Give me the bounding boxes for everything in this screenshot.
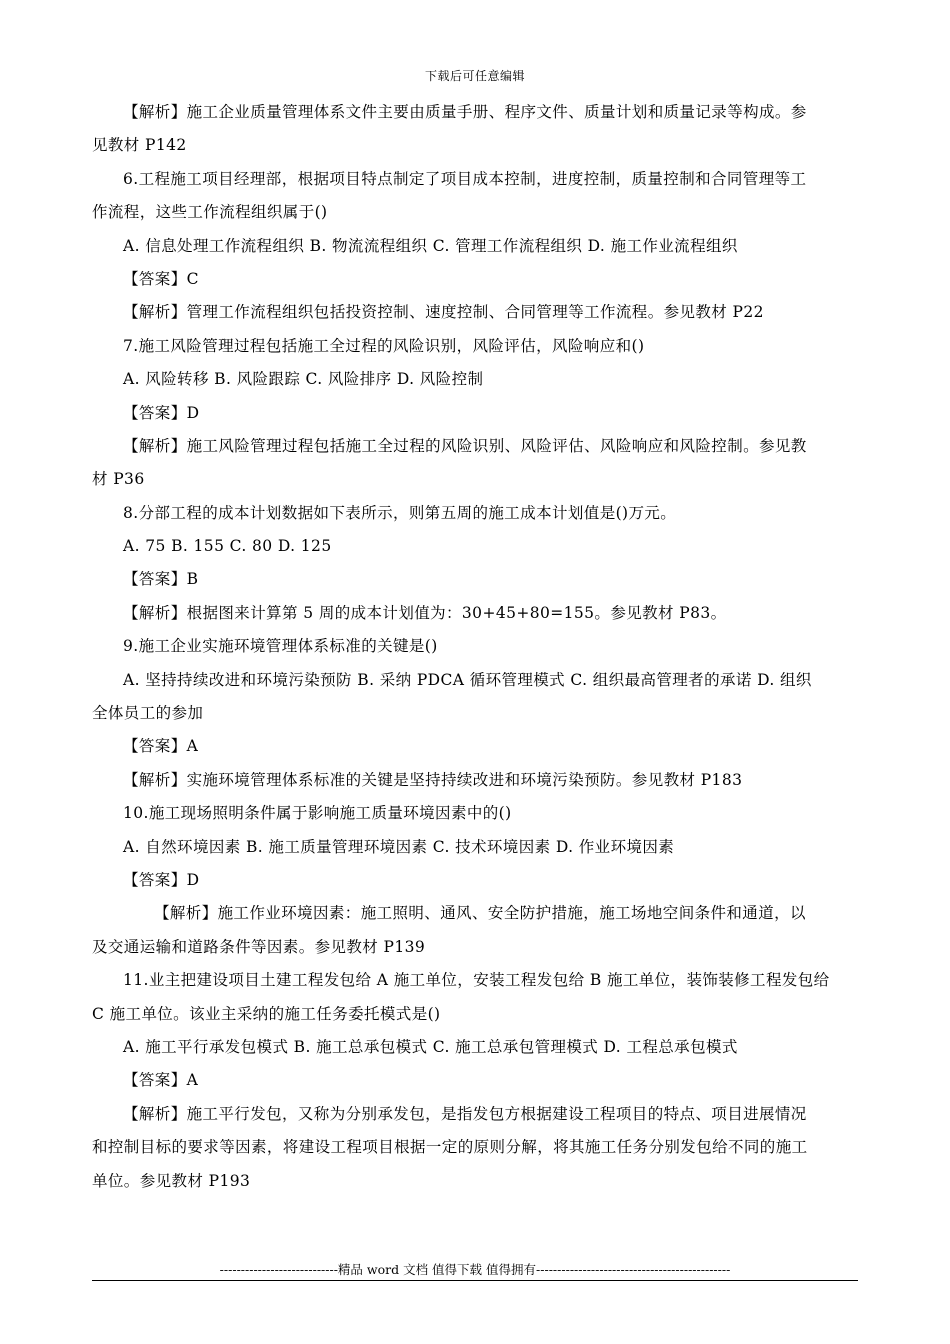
text-line: 【答案】B [123,570,199,589]
text-line: A. 75 B. 155 C. 80 D. 125 [123,537,332,556]
text-line: 【答案】A [123,1071,199,1090]
text-line: A. 坚持持续改进和环境污染预防 B. 采纳 PDCA 循环管理模式 C. 组织最高管理者的承诺 D. 组织 [123,670,812,689]
text-line: 【解析】管理工作流程组织包括投资控制、速度控制、合同管理等工作流程。参见教材 P22 [123,303,764,322]
text-line: 11.业主把建设项目土建工程发包给 A 施工单位，安装工程发包给 B 施工单位，装饰装修工程发包给 [123,971,830,990]
page-footer: ----------------------------精品 word 文档 值得下载 值得拥有---------------------------------------------- [219,1262,731,1277]
text-line: 和控制目标的要求等因素，将建设工程项目根据一定的原则分解，将其施工任务分别发包给不同的施工 [92,1138,808,1157]
text-line: 见教材 P142 [92,136,187,155]
text-line: 作流程，这些工作流程组织属于() [92,203,328,222]
text-line: 10.施工现场照明条件属于影响施工质量环境因素中的() [123,804,512,823]
text-line: 【解析】施工作业环境因素：施工照明、通风、安全防护措施，施工场地空间条件和通道，以 [154,904,806,923]
text-line: A. 施工平行承发包模式 B. 施工总承包模式 C. 施工总承包管理模式 D. 工程总承包模式 [123,1037,738,1056]
text-line: 【解析】实施环境管理体系标准的关键是坚持持续改进和环境污染预防。参见教材 P183 [123,770,743,789]
text-line: 材 P36 [92,470,145,489]
text-line: C 施工单位。该业主采纳的施工任务委托模式是() [92,1004,441,1023]
text-line: 【解析】施工风险管理过程包括施工全过程的风险识别、风险评估、风险响应和风险控制。参见教 [123,436,807,455]
text-line: 【答案】D [123,870,200,889]
text-line: 6.工程施工项目经理部，根据项目特点制定了项目成本控制，进度控制，质量控制和合同管理等工 [123,169,807,188]
footer-divider [92,1280,858,1281]
text-line: 全体员工的参加 [92,704,204,723]
text-line: 【解析】施工平行发包，又称为分别承发包，是指发包方根据建设工程项目的特点、项目进展情况 [123,1104,807,1123]
text-line: 【答案】A [123,737,199,756]
text-line: 及交通运输和道路条件等因素。参见教材 P139 [92,937,426,956]
text-line: 【答案】C [123,269,199,288]
text-line: 8.分部工程的成本计划数据如下表所示，则第五周的施工成本计划值是()万元。 [123,503,677,522]
text-line: 【答案】D [123,403,200,422]
text-line: 单位。参见教材 P193 [92,1171,251,1190]
text-line: 【解析】根据图来计算第 5 周的成本计划值为：30+45+80=155。参见教材 P83。 [123,603,727,622]
text-line: A. 信息处理工作流程组织 B. 物流流程组织 C. 管理工作流程组织 D. 施工作业流程组织 [123,236,738,255]
text-line: 7.施工风险管理过程包括施工全过程的风险识别，风险评估，风险响应和() [123,336,645,355]
text-line: A. 风险转移 B. 风险跟踪 C. 风险排序 D. 风险控制 [123,370,484,389]
text-line: A. 自然环境因素 B. 施工质量管理环境因素 C. 技术环境因素 D. 作业环境因素 [123,837,675,856]
text-line: 【解析】施工企业质量管理体系文件主要由质量手册、程序文件、质量计划和质量记录等构成。参 [123,103,807,121]
page-header: 下载后可任意编辑 [424,69,525,83]
text-line: 9.施工企业实施环境管理体系标准的关键是() [123,637,438,656]
document-body [92,96,854,1198]
